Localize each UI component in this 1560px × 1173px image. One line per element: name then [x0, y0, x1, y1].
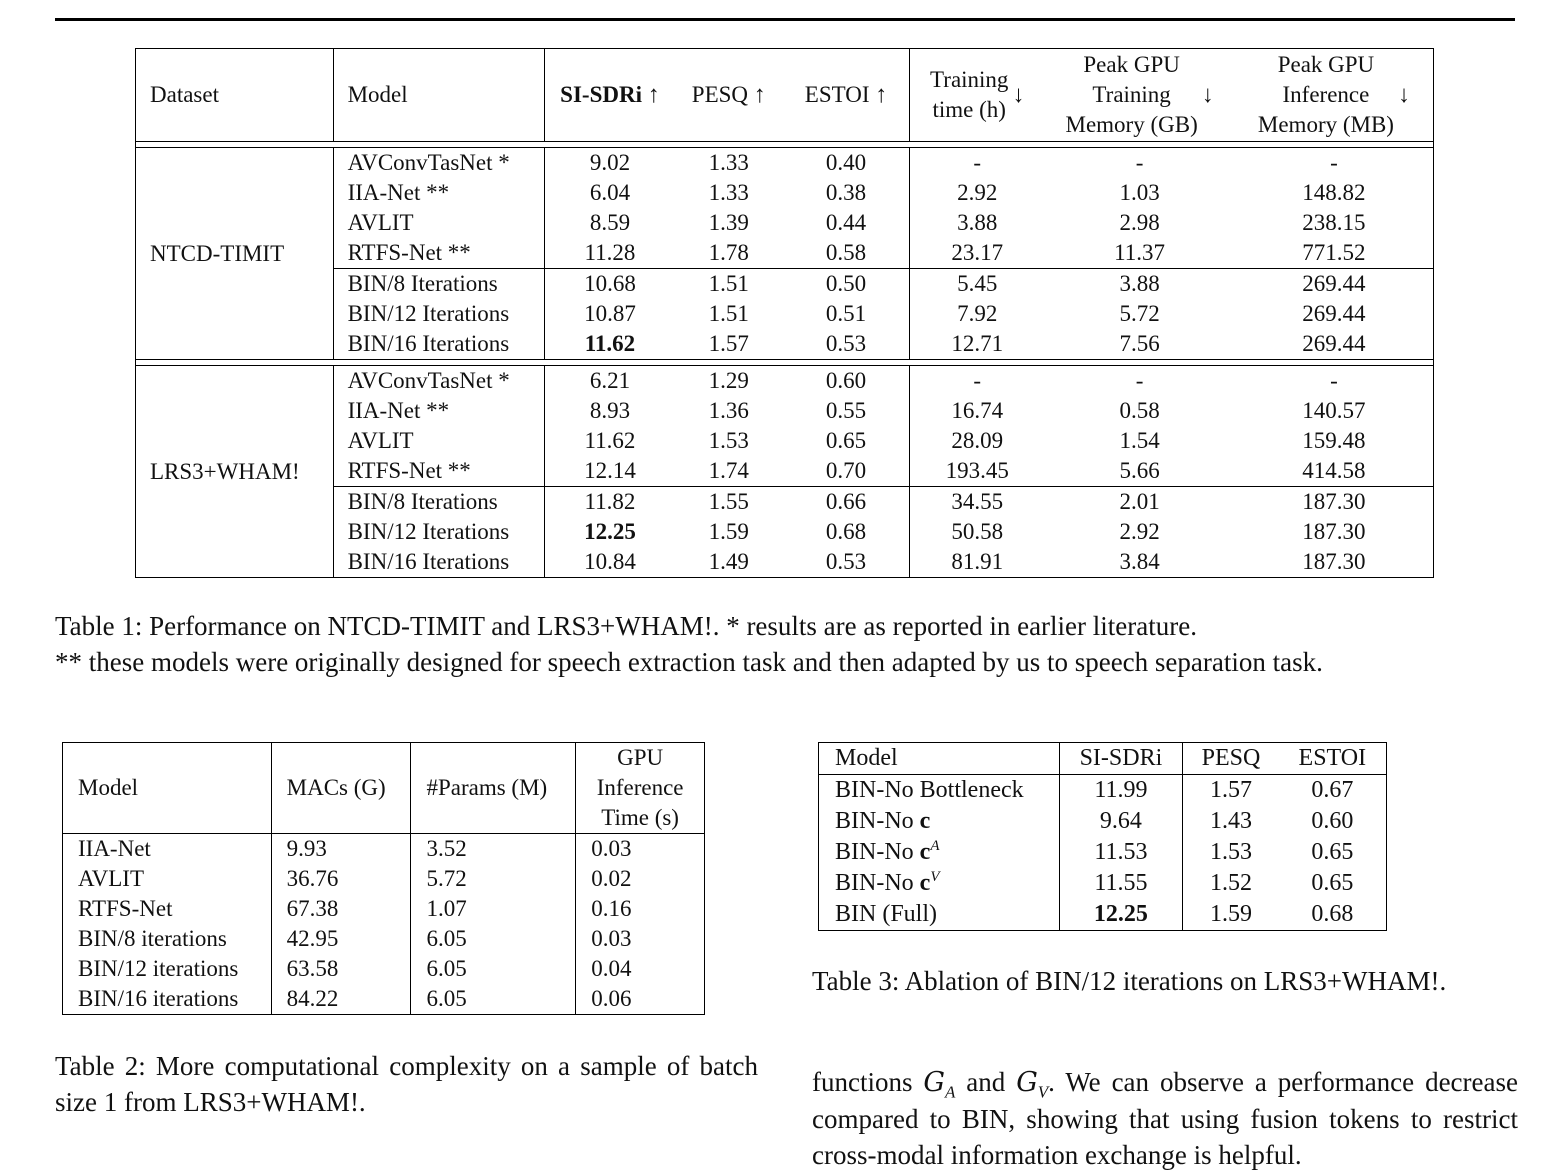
value-cell: 3.88: [1044, 269, 1234, 300]
value-cell: 84.22: [271, 984, 411, 1015]
value-cell: 11.55: [1059, 868, 1183, 899]
value-cell: 187.30: [1302, 549, 1366, 574]
model-cell: IIA-Net **: [333, 178, 545, 208]
value-cell: 11.82: [545, 487, 675, 518]
table-2-body: [63, 834, 705, 1015]
model-cell: AVConvTasNet *: [333, 366, 545, 397]
t2-header-gpu-l2: Inference: [596, 775, 684, 800]
value-cell: 1.39: [708, 210, 749, 235]
t2-header-macs: MACs (G): [271, 743, 411, 834]
value-cell: 1.74: [708, 458, 749, 483]
value-cell: 1.59: [1183, 899, 1279, 931]
value-cell: 1.36: [708, 398, 749, 423]
value-cell: 0.58: [1119, 398, 1160, 423]
value-cell: 1.51: [675, 269, 783, 300]
value-cell: 269.44: [1302, 301, 1366, 326]
header-estoi: [783, 49, 910, 142]
value-cell: 6.05: [411, 924, 576, 954]
value-cell: -: [1135, 150, 1144, 175]
table-3-header: [819, 743, 1387, 775]
value-cell: 1.49: [708, 549, 749, 574]
top-rule: [55, 18, 1515, 21]
value-cell: 11.99: [1059, 775, 1183, 807]
table-row: [819, 806, 1387, 837]
value-cell: 34.55: [910, 487, 1045, 518]
value-cell: 269.44: [1302, 331, 1366, 356]
value-cell: 1.33: [708, 150, 749, 175]
value-cell: 6.04: [545, 178, 675, 208]
table-1: [135, 48, 1434, 578]
model-cell: BIN/12 Iterations: [333, 517, 545, 547]
model-name: BIN-No Bottleneck: [835, 777, 1024, 803]
value-cell: 0.04: [576, 954, 705, 984]
header-sisdri-label: SI-SDRi: [560, 82, 642, 107]
table-row: [63, 924, 705, 954]
value-cell: 3.88: [910, 208, 1045, 238]
table-row: [63, 894, 705, 924]
t3-header-sisdri: SI-SDRi: [1059, 743, 1183, 775]
value-cell: 16.74: [910, 396, 1045, 426]
body-text-part: functions: [812, 1067, 924, 1097]
value-cell: 11.62: [545, 329, 675, 360]
value-cell: 0.50: [783, 269, 910, 300]
value-cell: 11.62: [545, 426, 675, 456]
value-cell: 1.55: [675, 487, 783, 518]
down-arrow-icon: ↓: [1012, 82, 1025, 108]
value-cell: 0.02: [576, 864, 705, 894]
table-row: [63, 864, 705, 894]
t2-header-gpu-l1: GPU: [617, 745, 664, 770]
model-cell: AVLIT: [78, 866, 145, 891]
model-cell: AVLIT: [333, 208, 545, 238]
model-cell: [819, 775, 1060, 807]
up-arrow-icon: ↑: [875, 82, 888, 108]
model-cell: BIN/12 Iterations: [333, 299, 545, 329]
value-cell: 12.25: [1059, 899, 1183, 931]
value-cell: 771.52: [1302, 240, 1366, 265]
math-subscript-v: V: [1037, 1082, 1049, 1102]
table-row: [819, 868, 1387, 899]
value-cell: 0.06: [576, 984, 705, 1015]
value-cell: 1.57: [708, 331, 749, 356]
value-cell: 28.09: [910, 426, 1045, 456]
table-3-body: [819, 775, 1387, 931]
value-cell: 1.43: [1183, 806, 1279, 837]
value-cell: -: [910, 148, 1045, 179]
body-text-fragment: [812, 1064, 1518, 1173]
model-cell: RTFS-Net: [78, 896, 173, 921]
value-cell: 1.59: [708, 519, 749, 544]
model-token-symbol: c: [919, 808, 931, 834]
header-pesq: [675, 49, 783, 142]
model-cell: AVConvTasNet *: [333, 148, 545, 179]
value-cell: 1.52: [1183, 868, 1279, 899]
value-cell: 0.65: [1311, 839, 1354, 865]
value-cell: 0.53: [825, 331, 867, 356]
value-cell: 2.01: [1044, 487, 1234, 518]
value-cell: 81.91: [910, 547, 1045, 578]
table-2: [62, 742, 705, 1015]
up-arrow-icon: ↑: [753, 82, 766, 108]
table-row: [63, 834, 705, 865]
header-training-time-l1: Training: [930, 67, 1009, 92]
table-3-caption: Table 3: Ablation of BIN/12 iterations on LRS3+WHAM!.: [812, 966, 1447, 996]
value-cell: 0.66: [783, 487, 910, 518]
value-cell: 0.55: [825, 398, 867, 423]
value-cell: 140.57: [1302, 398, 1366, 423]
value-cell: 0.16: [576, 894, 705, 924]
table-3: [818, 742, 1387, 931]
value-cell: 1.54: [1119, 428, 1160, 453]
model-cell: [819, 899, 1060, 931]
up-arrow-icon: ↑: [647, 82, 660, 108]
model-token-superscript: V: [930, 869, 940, 885]
body-text-part: and: [955, 1067, 1017, 1097]
model-cell: BIN/12 iterations: [78, 956, 239, 981]
value-cell: 0.68: [1311, 901, 1354, 927]
value-cell: 9.93: [271, 834, 411, 865]
value-cell: 159.48: [1302, 428, 1366, 453]
header-peak-inf-mem: [1235, 49, 1434, 142]
value-cell: 0.70: [825, 458, 867, 483]
table-row: [63, 984, 705, 1015]
header-peak-train-l2: Training: [1092, 82, 1171, 107]
value-cell: 1.57: [1183, 775, 1279, 807]
table-2-header: [63, 743, 705, 834]
table-2-caption: Table 2: More computational complexity on a sample of batch size 1 from LRS3+WHAM!.: [55, 1051, 758, 1117]
value-cell: 187.30: [1302, 519, 1366, 544]
model-cell: BIN/8 Iterations: [333, 269, 545, 300]
value-cell: 12.71: [910, 329, 1045, 360]
value-cell: 11.28: [545, 238, 675, 269]
value-cell: 50.58: [910, 517, 1045, 547]
model-token-superscript: A: [930, 838, 940, 854]
value-cell: 269.44: [1235, 269, 1434, 300]
value-cell: 1.53: [1183, 837, 1279, 868]
value-cell: 10.87: [545, 299, 675, 329]
value-cell: 10.68: [545, 269, 675, 300]
t2-header-gpu-time: [576, 743, 705, 834]
value-cell: 12.25: [545, 517, 675, 547]
value-cell: 1.53: [708, 428, 749, 453]
model-cell: RTFS-Net **: [333, 456, 545, 487]
value-cell: 23.17: [910, 238, 1045, 269]
value-cell: 0.68: [825, 519, 867, 544]
value-cell: 2.92: [910, 178, 1045, 208]
header-peak-inf-l2: Inference: [1282, 82, 1370, 107]
math-g-symbol: G: [923, 1067, 945, 1098]
model-name: BIN (Full): [835, 901, 937, 927]
table-row: [136, 148, 1434, 179]
value-cell: 6.21: [545, 366, 675, 397]
value-cell: 3.52: [411, 834, 576, 865]
model-cell: IIA-Net: [78, 836, 151, 861]
value-cell: 0.53: [825, 549, 867, 574]
value-cell: 42.95: [271, 924, 411, 954]
value-cell: 11.53: [1059, 837, 1183, 868]
math-subscript-a: A: [944, 1082, 956, 1102]
value-cell: -: [1330, 368, 1338, 393]
value-cell: 238.15: [1302, 210, 1366, 235]
value-cell: 12.14: [545, 456, 675, 487]
header-sisdri: [545, 49, 675, 142]
model-cell: [819, 868, 1060, 899]
value-cell: 0.58: [825, 240, 867, 265]
header-training-time: [910, 49, 1045, 142]
value-cell: 5.72: [1119, 301, 1160, 326]
table-1-header: [136, 49, 1434, 142]
header-peak-train-l3: Memory (GB): [1065, 112, 1198, 137]
value-cell: 1.07: [411, 894, 576, 924]
header-peak-inf-l1: Peak GPU: [1277, 52, 1375, 77]
table-row: [819, 899, 1387, 931]
value-cell: 8.93: [545, 396, 675, 426]
value-cell: 7.92: [910, 299, 1045, 329]
body-text-part: . We can observe a performance decrease compared to BIN, showing that using fusion tokens to restrict cross-modal information exchange is helpful.: [812, 1067, 1518, 1170]
value-cell: 2.92: [1119, 519, 1160, 544]
table-1-caption-line1: Table 1: Performance on NTCD-TIMIT and LRS3+WHAM!. * results are as reported in earlier literature.: [55, 611, 1197, 641]
model-cell: [819, 806, 1060, 837]
model-cell: AVLIT: [333, 426, 545, 456]
value-cell: 0.44: [825, 210, 867, 235]
header-estoi-label: ESTOI: [804, 82, 870, 107]
t2-header-model: Model: [63, 743, 272, 834]
table-1-body: [136, 148, 1434, 578]
value-cell: 1.03: [1119, 180, 1160, 205]
table-row: [136, 366, 1434, 397]
header-peak-inf-l3: Memory (MB): [1257, 112, 1394, 137]
table-1-caption: [55, 608, 1535, 680]
value-cell: 6.05: [411, 984, 576, 1015]
value-cell: -: [910, 366, 1045, 397]
t2-header-params: #Params (M): [411, 743, 576, 834]
value-cell: 67.38: [271, 894, 411, 924]
value-cell: 1.33: [708, 180, 749, 205]
value-cell: -: [1135, 368, 1144, 393]
model-cell: BIN/8 iterations: [78, 926, 227, 951]
value-cell: 8.59: [545, 208, 675, 238]
model-cell: RTFS-Net **: [333, 238, 545, 269]
model-cell: BIN/16 iterations: [78, 986, 239, 1011]
down-arrow-icon: ↓: [1397, 82, 1410, 108]
value-cell: 1.51: [708, 301, 749, 326]
table-row: [819, 775, 1387, 807]
model-token-symbol: c: [919, 839, 931, 865]
value-cell: 0.67: [1311, 777, 1354, 803]
value-cell: 148.82: [1302, 180, 1366, 205]
value-cell: 193.45: [910, 456, 1045, 487]
t3-header-model: Model: [819, 743, 1060, 775]
value-cell: 11.37: [1114, 240, 1166, 265]
value-cell: 0.60: [1311, 808, 1354, 834]
value-cell: 0.65: [1311, 870, 1354, 896]
header-training-time-l2: time (h): [932, 97, 1006, 122]
model-cell: IIA-Net **: [333, 396, 545, 426]
value-cell: 5.72: [411, 864, 576, 894]
value-cell: 0.65: [825, 428, 867, 453]
value-cell: 5.45: [910, 269, 1045, 300]
value-cell: 63.58: [271, 954, 411, 984]
model-cell: BIN/16 Iterations: [333, 329, 545, 360]
value-cell: 0.51: [825, 301, 867, 326]
dataset-cell: LRS3+WHAM!: [150, 458, 300, 484]
dataset-cell: NTCD-TIMIT: [150, 240, 285, 266]
value-cell: 0.40: [825, 150, 867, 175]
value-cell: 6.05: [411, 954, 576, 984]
value-cell: 0.60: [825, 368, 867, 393]
value-cell: 36.76: [271, 864, 411, 894]
model-name: BIN-No: [835, 808, 920, 834]
value-cell: 0.03: [576, 924, 705, 954]
value-cell: 10.84: [545, 547, 675, 578]
model-cell: BIN/8 Iterations: [333, 487, 545, 518]
value-cell: -: [1330, 150, 1338, 175]
header-peak-train-mem: [1044, 49, 1234, 142]
down-arrow-icon: ↓: [1201, 82, 1214, 108]
header-model: Model: [333, 49, 545, 142]
table-row: [819, 837, 1387, 868]
value-cell: 414.58: [1302, 458, 1366, 483]
model-name: BIN-No: [835, 839, 920, 865]
header-pesq-label: PESQ: [691, 82, 749, 107]
value-cell: 1.78: [708, 240, 749, 265]
value-cell: 1.29: [708, 368, 749, 393]
model-cell: BIN/16 Iterations: [333, 547, 545, 578]
header-peak-train-l1: Peak GPU: [1083, 52, 1180, 77]
header-dataset: Dataset: [136, 49, 334, 142]
value-cell: 2.98: [1119, 210, 1160, 235]
value-cell: 5.66: [1119, 458, 1160, 483]
math-g-symbol: G: [1016, 1067, 1038, 1098]
table-row: [63, 954, 705, 984]
model-name: BIN-No: [835, 870, 920, 896]
value-cell: 187.30: [1235, 487, 1434, 518]
value-cell: 0.38: [825, 180, 867, 205]
value-cell: 9.64: [1059, 806, 1183, 837]
model-cell: [819, 837, 1060, 868]
value-cell: 7.56: [1119, 331, 1160, 356]
value-cell: 0.03: [576, 834, 705, 865]
table-1-caption-line2: ** these models were originally designed for speech extraction task and then adapted by us to speech separation task.: [55, 647, 1323, 677]
value-cell: 9.02: [545, 148, 675, 179]
t3-header-estoi: ESTOI: [1279, 743, 1387, 775]
t2-header-gpu-l3: Time (s): [601, 805, 679, 830]
t3-header-pesq: PESQ: [1183, 743, 1279, 775]
value-cell: 3.84: [1119, 549, 1160, 574]
model-token-symbol: c: [919, 870, 931, 896]
